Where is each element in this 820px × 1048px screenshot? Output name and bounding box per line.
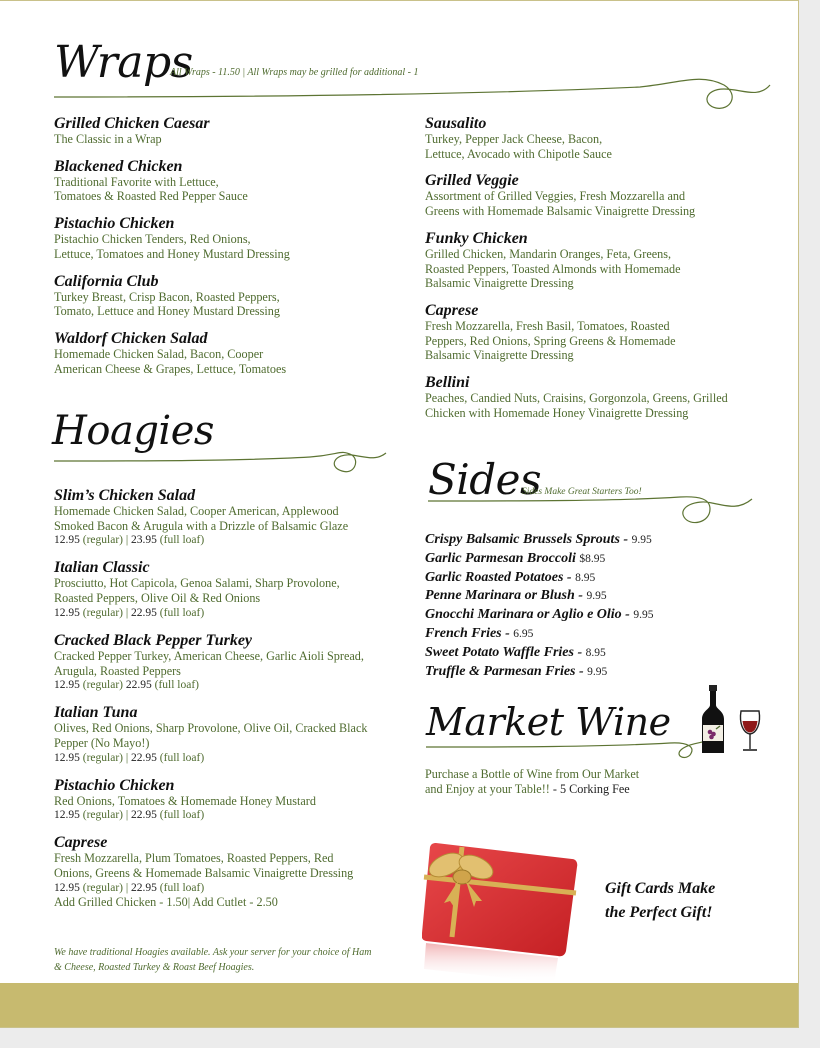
- item-name: California Club: [54, 272, 159, 290]
- item-desc: Tomatoes & Roasted Red Pepper Sauce: [54, 189, 248, 204]
- side-price: 9.95: [631, 534, 652, 546]
- item-desc: Arugula, Roasted Peppers: [54, 663, 181, 678]
- side-name: Truffle & Parmesan Fries -: [425, 663, 584, 679]
- footer-band: [0, 983, 799, 1028]
- item-desc: Pepper (No Mayo!): [54, 735, 150, 750]
- side-price: 8.95: [585, 646, 606, 659]
- side-name: French Fries -: [425, 625, 510, 641]
- market-wine-title: Market Wine: [426, 700, 671, 744]
- side-price: $8.95: [579, 552, 606, 565]
- item-price: 12.95 (regular) 22.95 (full loaf): [54, 679, 199, 692]
- wraps-swirl-divider: [40, 63, 799, 123]
- gift-line: Gift Cards Make: [605, 880, 716, 897]
- sides-list: [425, 531, 785, 681]
- item-name: Slim’s Chicken Salad: [54, 487, 196, 504]
- menu-item: [54, 559, 414, 619]
- item-name: Blackened Chicken: [54, 157, 183, 175]
- wine-glass-icon: [737, 709, 763, 755]
- wine-line: and Enjoy at your Table!! - 5 Corking Fee: [425, 782, 630, 796]
- menu-item: [425, 172, 790, 218]
- sides-note: Sides Make Great Starters Too!: [522, 487, 642, 497]
- wine-bottle-icon: [698, 685, 728, 755]
- wraps-right-column: [425, 115, 790, 431]
- side-name: Garlic Roasted Potatoes -: [425, 569, 572, 585]
- item-desc: Roasted Peppers, Olive Oil & Red Onions: [54, 591, 261, 606]
- side-price: 9.95: [587, 665, 608, 678]
- item-desc: Balsamic Vinaigrette Dressing: [425, 348, 574, 363]
- item-name: Grilled Chicken Caesar: [54, 115, 210, 132]
- side-item: [425, 531, 785, 550]
- gift-line: the Perfect Gift!: [605, 904, 713, 921]
- menu-item: [54, 215, 414, 261]
- item-name: Italian Tuna: [54, 704, 138, 722]
- wraps-left-column: [54, 115, 414, 387]
- hoagies-footnote: [54, 945, 399, 975]
- item-name: Waldorf Chicken Salad: [54, 329, 208, 347]
- side-item: [425, 644, 785, 663]
- item-name: Italian Classic: [54, 559, 150, 577]
- sides-title: Sides: [428, 455, 541, 504]
- hoagies-column: [54, 487, 414, 920]
- item-desc: Roasted Peppers, Toasted Almonds with Homemade: [425, 261, 681, 276]
- menu-item: [425, 374, 790, 420]
- side-item: [425, 606, 785, 625]
- item-desc: The Classic in a Wrap: [54, 132, 162, 146]
- item-desc: Olives, Red Onions, Sharp Provolone, Olive Oil, Cracked Black: [54, 721, 368, 736]
- item-desc: Cracked Pepper Turkey, American Cheese, Garlic Aioli Spread,: [54, 648, 364, 663]
- menu-item: [54, 330, 414, 376]
- item-desc: Greens with Homemade Balsamic Vinaigrette Dressing: [425, 204, 696, 219]
- side-item: [425, 663, 785, 682]
- item-desc: Homemade Chicken Salad, Cooper American, Applewood: [54, 504, 339, 518]
- menu-item: [54, 273, 414, 319]
- item-name: Sausalito: [425, 115, 487, 132]
- item-desc: Turkey Breast, Crisp Bacon, Roasted Peppers,: [54, 289, 280, 304]
- hoagies-swirl-divider: [40, 441, 400, 491]
- item-desc: Traditional Favorite with Lettuce,: [54, 174, 219, 189]
- item-price: 12.95 (regular) | 22.95 (full loaf): [54, 606, 205, 619]
- menu-item: [425, 230, 790, 291]
- wraps-title: Wraps: [54, 37, 193, 88]
- item-desc: Fresh Mozzarella, Fresh Basil, Tomatoes, Roasted: [425, 318, 670, 333]
- item-name: Pistachio Chicken: [54, 776, 175, 794]
- side-name: Crispy Balsamic Brussels Sprouts -: [425, 532, 629, 547]
- footnote-line: We have traditional Hoagies available. Ask your server for your choice of Ham: [54, 947, 372, 958]
- item-name: Caprese: [425, 301, 479, 319]
- item-price: 12.95 (regular) | 22.95 (full loaf): [54, 881, 205, 894]
- item-desc: Grilled Chicken, Mandarin Oranges, Feta, Greens,: [425, 246, 672, 261]
- gift-card-image: [422, 837, 582, 987]
- menu-item: [54, 704, 414, 764]
- side-item: [425, 625, 785, 644]
- item-desc: Balsamic Vinaigrette Dressing: [425, 276, 574, 291]
- item-desc: Fresh Mozzarella, Plum Tomatoes, Roasted Peppers, Red: [54, 851, 334, 866]
- item-desc: Red Onions, Tomatoes & Homemade Honey Mustard: [54, 793, 316, 808]
- wine-description: [425, 767, 639, 797]
- side-name: Gnocchi Marinara or Aglio e Olio -: [425, 607, 630, 623]
- item-desc: Prosciutto, Hot Capicola, Genoa Salami, Sharp Provolone,: [54, 576, 340, 591]
- side-item: [425, 550, 785, 569]
- side-name: Penne Marinara or Blush -: [425, 588, 583, 604]
- item-desc: Lettuce, Tomatoes and Honey Mustard Dressing: [54, 246, 290, 261]
- item-desc: Smoked Bacon & Arugula with a Drizzle of Balsamic Glaze: [54, 518, 349, 533]
- side-name: Garlic Parmesan Broccoli: [425, 550, 576, 566]
- item-price: 12.95 (regular) | 22.95 (full loaf): [54, 809, 205, 822]
- item-desc: Onions, Greens & Homemade Balsamic Vinaigrette Dressing: [54, 866, 354, 881]
- hoagies-title: Hoagies: [52, 408, 214, 454]
- item-desc: Peaches, Candied Nuts, Craisins, Gorgonzola, Greens, Grilled: [425, 391, 728, 406]
- side-price: 9.95: [633, 609, 654, 622]
- item-name: Cracked Black Pepper Turkey: [54, 631, 253, 649]
- item-name: Funky Chicken: [425, 229, 528, 247]
- menu-item: [425, 302, 790, 363]
- item-name: Caprese: [54, 834, 108, 852]
- menu-item: [54, 632, 414, 692]
- item-desc: Tomato, Lettuce and Honey Mustard Dressing: [54, 304, 280, 319]
- item-desc: Homemade Chicken Salad, Bacon, Cooper: [54, 346, 264, 361]
- item-addons: Add Grilled Chicken - 1.50| Add Cutlet - 2.50: [54, 894, 278, 909]
- wraps-note: All Wraps - 11.50 | All Wraps may be grilled for additional - 1: [170, 67, 419, 78]
- item-name: Grilled Veggie: [425, 172, 519, 190]
- gift-card-text: [605, 877, 715, 925]
- menu-item: [54, 777, 414, 823]
- menu-item: [54, 487, 414, 547]
- item-desc: American Cheese & Grapes, Lettuce, Tomatoes: [54, 361, 287, 376]
- item-desc: Turkey, Pepper Jack Cheese, Bacon,: [425, 132, 603, 146]
- menu-item: [54, 158, 414, 204]
- side-price: 8.95: [575, 571, 596, 584]
- item-price: 12.95 (regular) | 23.95 (full loaf): [54, 534, 205, 547]
- item-desc: Lettuce, Avocado with Chipotle Sauce: [425, 146, 612, 161]
- side-name: Sweet Potato Waffle Fries -: [425, 644, 583, 660]
- menu-item: [425, 115, 790, 161]
- side-price: 6.95: [513, 627, 534, 640]
- item-desc: Chicken with Homemade Honey Vinaigrette Dressing: [425, 405, 689, 420]
- item-desc: Peppers, Red Onions, Spring Greens & Homemade: [425, 333, 676, 348]
- footnote-line: & Cheese, Roasted Turkey & Roast Beef Hoagies.: [54, 962, 255, 973]
- side-item: [425, 569, 785, 588]
- menu-item: [54, 115, 414, 147]
- item-desc: Assortment of Grilled Veggies, Fresh Mozzarella and: [425, 189, 686, 204]
- menu-item: [54, 834, 414, 909]
- wine-swirl-divider: [420, 731, 720, 771]
- side-price: 9.95: [586, 590, 607, 603]
- item-price: 12.95 (regular) | 22.95 (full loaf): [54, 751, 205, 764]
- wine-line: Purchase a Bottle of Wine from Our Market: [425, 767, 640, 781]
- item-name: Bellini: [425, 374, 470, 392]
- side-item: [425, 587, 785, 606]
- item-desc: Pistachio Chicken Tenders, Red Onions,: [54, 232, 251, 247]
- item-name: Pistachio Chicken: [54, 215, 175, 233]
